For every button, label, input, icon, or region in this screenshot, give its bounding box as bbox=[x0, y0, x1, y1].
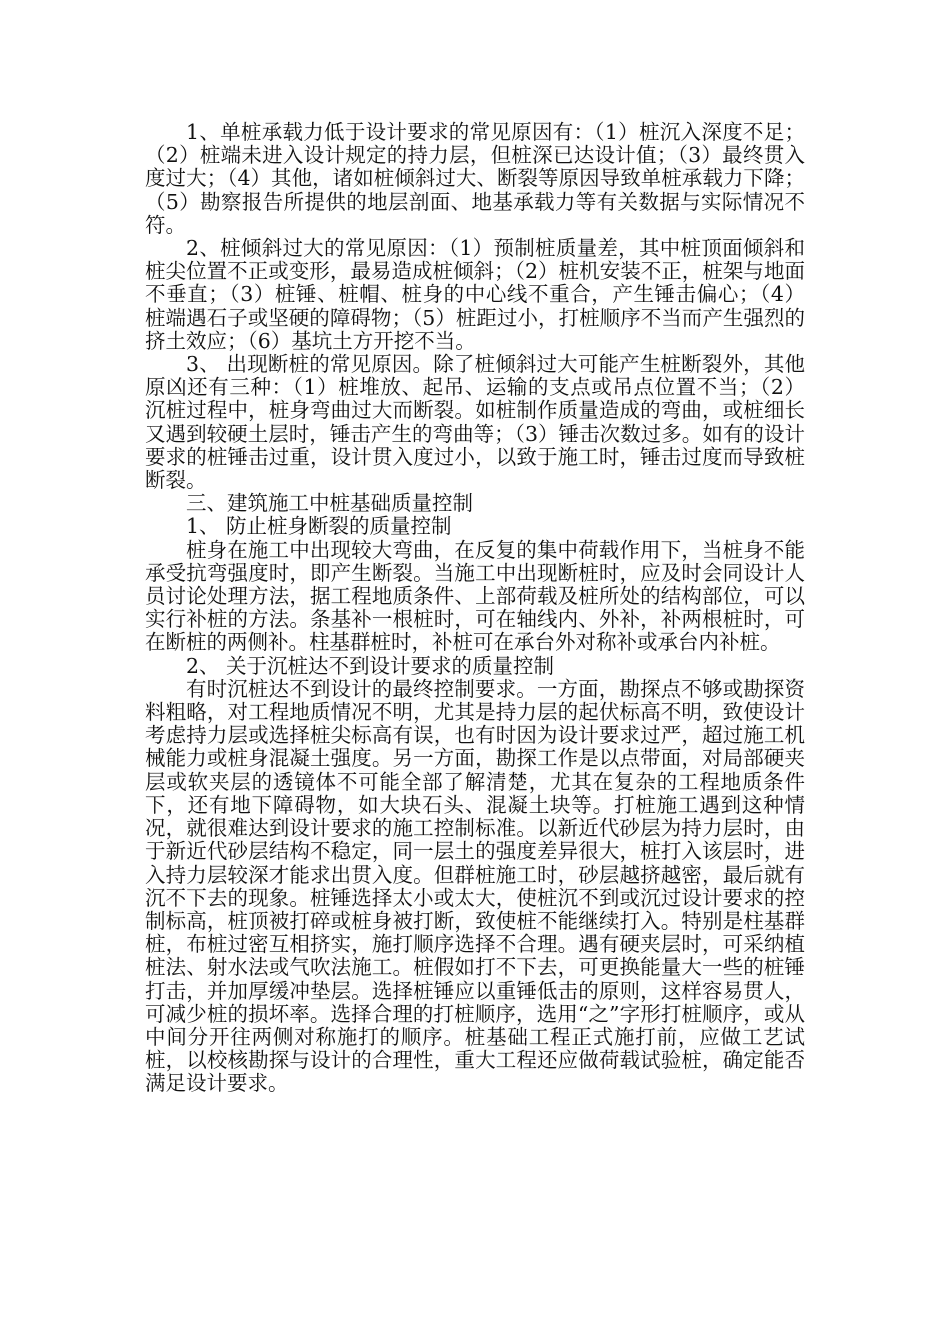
document-body bbox=[145, 121, 805, 1096]
subheading-pile-sinking-control: 2、 关于沉桩达不到设计要求的质量控制 bbox=[186, 653, 555, 678]
section-heading-quality-control: 三、建筑施工中桩基础质量控制 bbox=[186, 491, 473, 516]
paragraph-pile-sinking-control: 有时沉桩达不到设计的最终控制要求。一方面，勘探点不够或勘探资料粗略，对工程地质情况不明，尤其是持力层的起伏标高不明，致使设计考虑持力层或选择桩尖标高有误，也有时因为设计要求过严，超过施工机械能力或桩身混凝土强度。另一方面，勘探工作是以点带面，对局部硬夹层或软夹层的透镜体不可能全部了解清楚，尤其在复杂的工程地质条件下，还有地下障碍物，如大块石头、混凝土块等。打桩施工遇到这种情况，就很难达到设计要求的施工控制标准。以新近代砂层为持力层时，由于新近代砂层结构不稳定，同一层土的强度差异很大，桩打入该层时，进入持力层较深才能求出贯入度。但群桩施工时，砂层越挤越密，最后就有沉不下去的现象。桩锤选择太小或太大，使桩沉不到或沉过设计要求的控制标高，桩顶被打碎或桩身被打断，致使桩不能继续打入。特别是柱基群桩，布桩过密互相挤实，施打顺序选择不合理。遇有硬夹层时，可采纳植桩法、射水法或气吹法施工。桩假如打不下去，可更换能量大一些的桩锤打击，并加厚缓冲垫层。选择桩锤应以重锤低击的原则，这样容易贯人，可减少桩的损坏率。选择合理的打桩顺序，选用“之”字形打桩顺序，或从中间分开往两侧对称施打的顺序。桩基础工程正式施打前，应做工艺试桩，以校核勘探与设计的合理性，重大工程还应做荷载试验桩，确定能否满足设计要求。 bbox=[145, 676, 805, 1096]
paragraph-pile-breakage-control: 桩身在施工中出现较大弯曲，在反复的集中荷载作用下，当桩身不能承受抗弯强度时，即产生断裂。当施工中出现断桩时，应及时会同设计人员讨论处理方法，据工程地质条件、上部荷载及桩所处的结构部位，可以实行补桩的方法。条基补一根桩时，可在轴线内、外补，补两根桩时，可在断桩的两侧补。柱基群桩时，补桩可在承台外对称补或承台内补桩。 bbox=[145, 537, 805, 655]
paragraph-pile-inclination: 2、桩倾斜过大的常见原因：（1）预制桩质量差，其中桩顶面倾斜和桩尖位置不正或变形，最易造成桩倾斜；（2）桩机安装不正，桩架与地面不垂直；（3）桩锤、桩帽、桩身的中心线不重合，产生锤击偏心；（4）桩端遇石子或坚硬的障碍物；（5）桩距过小，打桩顺序不当而产生强烈的挤土效应；（6）基坑土方开挖不当。 bbox=[145, 236, 805, 353]
subheading-prevent-pile-breakage: 1、 防止桩身断裂的质量控制 bbox=[186, 514, 452, 539]
paragraph-broken-pile-causes: 3、 出现断桩的常见原因。除了桩倾斜过大可能产生桩断裂外，其他原凶还有三种：（1）桩堆放、起吊、运输的支点或吊点位置不当；（2）沉桩过程中，桩身弯曲过大而断裂。如桩制作质量造成的弯曲，或桩细长又遇到较硬土层时，锤击产生的弯曲等；（3）锤击次数过多。如有的设计要求的桩锤击过重，设计贯入度过小，以致于施工时，锤击过度而导致桩断裂。 bbox=[145, 352, 805, 493]
paragraph-single-pile-capacity: 1、单桩承载力低于设计要求的常见原因有：（1）桩沉入深度不足；（2）桩端未进入设计规定的持力层，但桩深已达设计值；（3）最终贯入度过大；（4）其他，诸如桩倾斜过大、断裂等原因导致单桩承载力下降；（5）勘察报告所提供的地层剖面、地基承载力等有关数据与实际情况不符。 bbox=[145, 120, 805, 237]
